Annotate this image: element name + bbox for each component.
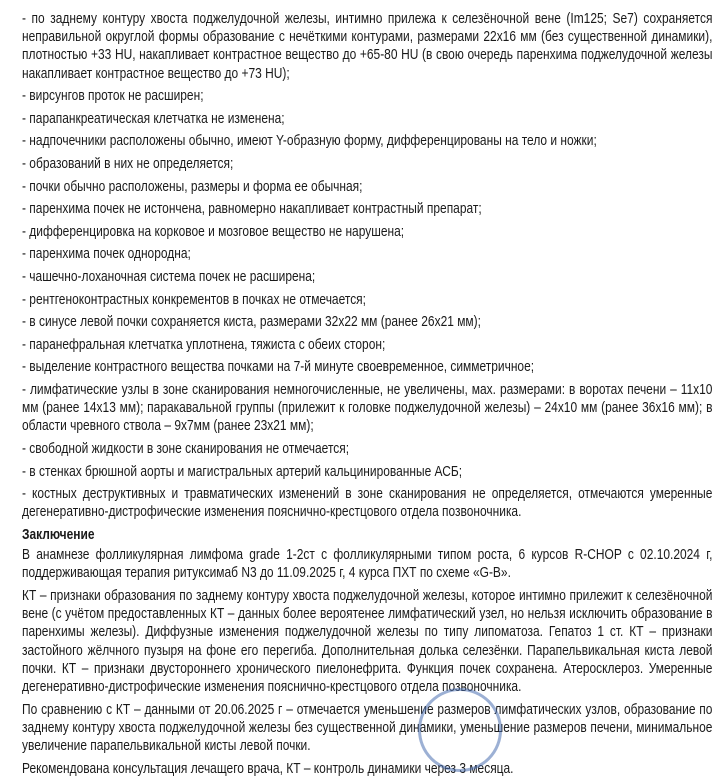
finding-item: - чашечно-лоханочная система почек не расширена; [22, 268, 316, 285]
finding-item: - свободной жидкости в зоне сканирования не отмечается; [22, 440, 350, 457]
finding-item: - образований в них не определяется; [22, 155, 234, 172]
finding-item: - в стенках брюшной аорты и магистральных артерий кальцинированные АСБ; [22, 463, 463, 480]
conclusion-paragraph: По сравнению с КТ – данными от 20.06.2025 г – отмечается уменьшение размеров лимфатических узлов, образование по заднему контуру хвоста поджелудочной железы без существенной динамики, уменьшение размеров печени, минимальное увеличение парапельвикальной кисты левой почки. [22, 701, 713, 754]
findings-list [22, 10, 712, 522]
conclusion-heading: Заключение [22, 526, 95, 543]
finding-item: - паранефральная клетчатка уплотнена, тяжиста с обеих сторон; [22, 336, 386, 353]
conclusion-paragraph: В анамнезе фолликулярная лимфома grade 1-2ст с фолликулярными типом роста, 6 курсов R-CHOP с 02.10.2024 г, поддерживающая терапия ритуксимаб N3 до 11.09.2025 г, 4 курса ПХТ по схеме «G-B». [22, 547, 713, 582]
finding-item: - паренхима почек не истончена, равномерно накапливает контрастный препарат; [22, 201, 482, 218]
finding-item: - паренхима почек однородна; [22, 246, 191, 263]
finding-item: - почки обычно расположены, размеры и форма ее обычная; [22, 178, 363, 195]
document-body [22, 10, 712, 782]
finding-item: - лимфатические узлы в зоне сканирования немногочисленные, не увеличены, мах. размерами: в воротах печени – 11x10 мм (ранее 14x13 мм); паракавальной группы (прилежит к головке поджелудочной железы) – 24x10 мм (ранее 36x16 мм); в области чревного ствола – 9x7мм (ранее 23x21 мм); [22, 381, 713, 435]
finding-item: - надпочечники расположены обычно, имеют Y-образную форму, дифференцированы на тело и ножки; [22, 133, 597, 150]
finding-item: - по заднему контуру хвоста поджелудочной железы, интимно прилежа к селезёночной вене (Im125; Se7) сохраняется неправильной округлой формы образование с нечёткими контурами, размерами 22x16 мм (без существенной динамики), плотностью +33 HU, накапливает контрастное вещество до +65-80 HU (в свою очередь паренхима поджелудочной железы накапливает контрастное вещество до +73 HU); [22, 11, 713, 82]
finding-item: - дифференцировка на корковое и мозговое вещество не нарушена; [22, 223, 405, 240]
finding-item: - выделение контрастного вещества почками на 7-й минуте своевременное, симметричное; [22, 359, 535, 376]
finding-item: - вирсунгов проток не расширен; [22, 88, 204, 105]
conclusion-paragraph: Рекомендована консультация лечащего врача, КТ – контроль динамики через 3 месяца. [22, 760, 514, 777]
finding-item: - костных деструктивных и травматических изменений в зоне сканирования не определяется, отмечаются умеренные дегенеративно-дистрофические изменения пояснично-крестцового отдела позвоночника. [22, 486, 713, 521]
finding-item: - в синусе левой почки сохраняется киста, размерами 32x22 мм (ранее 26x21 мм); [22, 314, 481, 331]
conclusion-paragraph: КТ – признаки образования по заднему контуру хвоста поджелудочной железы, которое интимно прилежит к селезёночной вене (с учётом предоставленных КТ – данных более вероятенее лимфатический узел, но нельзя исключить образование в паренхимы железы). Диффузные изменения поджелудочной железы по типу липоматоза. Гепатоз 1 ст. КТ – признаки застойного жёлчного пузыря на фоне его перегиба. Дополнительная долька селезёнки. Парапельвикальная киста левой почки. КТ – признаки двустороннего хронического пиелонефрита. Функция почек сохранена. Атеросклероз. Умеренные дегенеративно-дистрофические изменения пояснично-крестцового отдела позвоночника. [22, 587, 713, 695]
stamp-seal [418, 688, 502, 772]
finding-item: - рентгеноконтрастных конкрементов в почках не отмечается; [22, 291, 366, 308]
finding-item: - парапанкреатическая клетчатка не изменена; [22, 110, 285, 127]
